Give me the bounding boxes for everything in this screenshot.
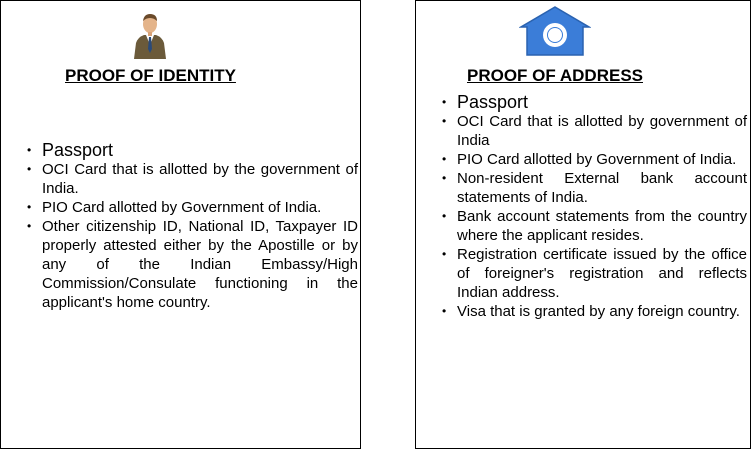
person-icon xyxy=(130,9,170,59)
proof-of-identity-title: PROOF OF IDENTITY xyxy=(65,66,236,85)
identity-document-list xyxy=(42,140,358,312)
list-item: • Bank account statements from the country where the applicant resides. xyxy=(457,207,747,245)
list-item: • Registration certificate issued by the office of foreigner's registration and reflects Indian address. xyxy=(457,245,747,302)
house-icon xyxy=(519,5,591,57)
proof-of-address-title: PROOF OF ADDRESS xyxy=(467,66,643,85)
list-item: • Non-resident External bank account statements of India. xyxy=(457,169,747,207)
list-item: • PIO Card allotted by Government of India. xyxy=(457,150,747,169)
list-item: • Passport xyxy=(457,92,747,112)
list-item: • OCI Card that is allotted by the government of India. xyxy=(42,160,358,198)
list-item: • Passport xyxy=(42,140,358,160)
address-document-list xyxy=(457,92,747,321)
list-item: • PIO Card allotted by Government of India. xyxy=(42,198,358,217)
list-item: • Visa that is granted by any foreign country. xyxy=(457,302,747,321)
list-item: • OCI Card that is allotted by government of India xyxy=(457,112,747,150)
list-item: • Other citizenship ID, National ID, Taxpayer ID properly attested either by the Apostille or by any of the Indian Embassy/High Commission/Consulate functioning in the applicant's home country. xyxy=(42,217,358,312)
